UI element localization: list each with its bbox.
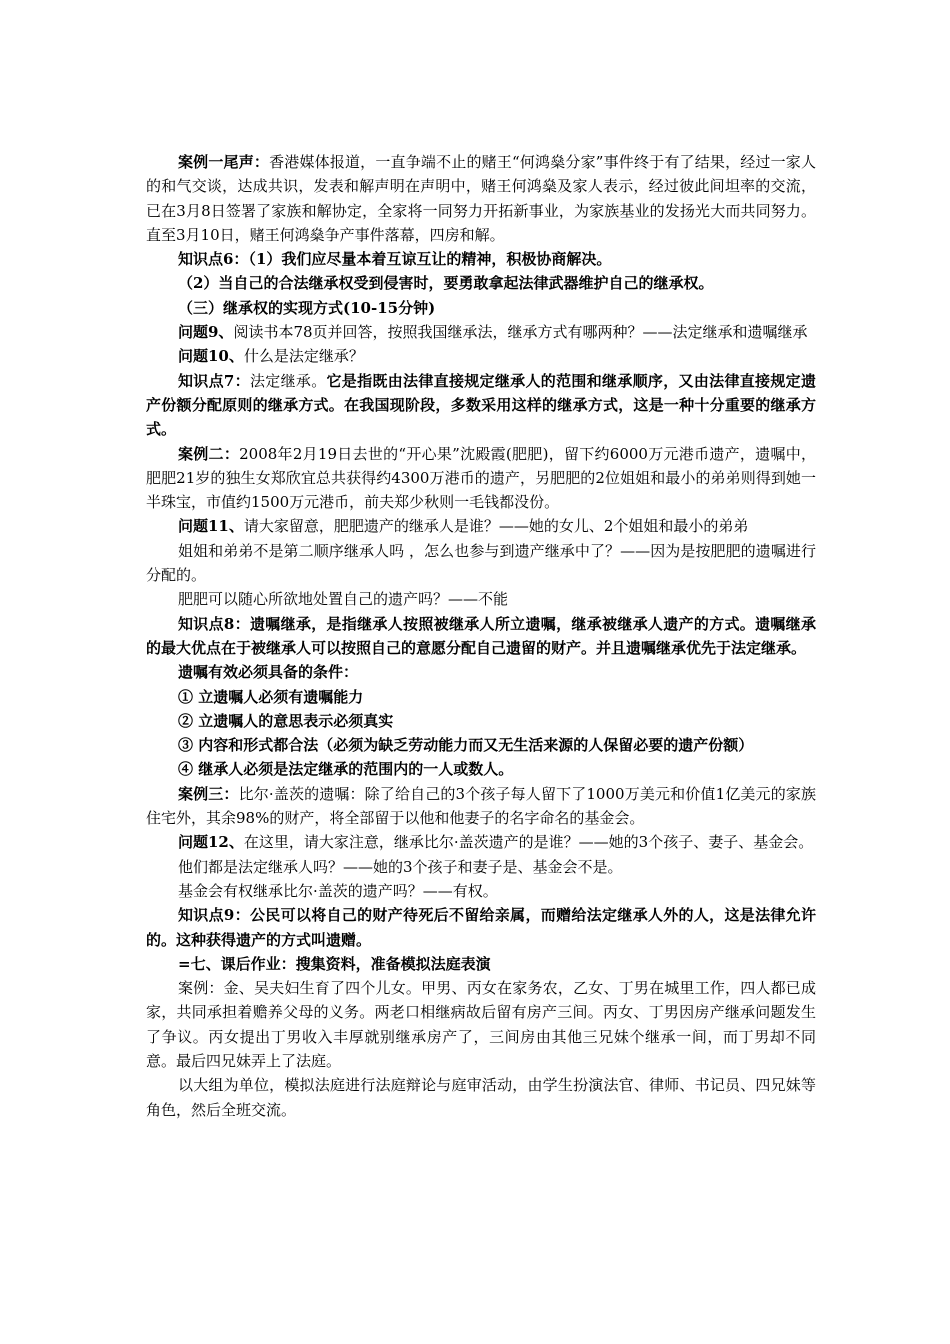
knowledge-point-8-paragraph — [146, 612, 816, 661]
knowledge-point-9-text: 公民可以将自己的财产待死后不留给亲属，而赠给法定继承人外的人，这是法律允许的。这种获得遗产的方式叫遗赠。 — [146, 906, 816, 949]
question-12-lead: 问题12、 — [178, 833, 244, 852]
question-9-lead: 问题9、 — [178, 323, 234, 342]
section-7-title: =七、课后作业：搜集资料，准备模拟法庭表演 — [178, 954, 491, 973]
will-conditions-title: 遗嘱有效必须具备的条件： — [178, 663, 359, 682]
case1-ending-text: 香港媒体报道，一直争端不止的赌王“何鸿燊分家”事件终于有了结果，经过一家人的和气交谈，达成共识，发表和解声明在声明中，赌王何鸿燊及家人表示，经过彼此间坦率的交流，已在3月8日签署了家族和解协定，全家将一同努力开拓新事业，为家族基业的发扬光大而共同努力。直至3月10日，赌王何鸿燊争产事件落幕，四房和解。 — [146, 153, 816, 244]
question-11-followup-1: 姐姐和弟弟不是第二顺序继承人吗 ，怎么也参与到遗产继承中了？——因为是按肥肥的遗嘱进行分配的。 — [146, 541, 816, 585]
question-11-text: 请大家留意，肥肥遗产的继承人是谁？——她的女儿、2个姐姐和最小的弟弟 — [243, 517, 749, 536]
question-11-paragraph — [146, 514, 816, 538]
question-12-followup-2: 基金会有权继承比尔·盖茨的遗产吗？——有权。 — [178, 881, 498, 900]
question-10-paragraph — [146, 344, 816, 368]
question-9-text: 阅读书本78页并回答，按照我国继承法，继承方式有哪两种？——法定继承和遗嘱继承 — [233, 323, 808, 342]
question-9-paragraph — [146, 320, 816, 344]
knowledge-point-7-plain: 法定继承。 — [249, 371, 327, 390]
question-10-text: 什么是法定继承？ — [243, 347, 364, 366]
question-12-paragraph — [146, 830, 816, 854]
knowledge-point-7-paragraph — [146, 369, 816, 442]
question-10-lead: 问题10、 — [178, 347, 244, 366]
knowledge-point-9-lead: 知识点9： — [178, 906, 250, 925]
will-condition-item: ④ 继承人必须是法定继承的范围内的一人或数人。 — [178, 760, 514, 779]
knowledge-point-9-paragraph — [146, 903, 816, 952]
knowledge-point-8-lead: 知识点8： — [178, 614, 250, 633]
case1-ending-lead: 案例一尾声： — [178, 153, 270, 171]
knowledge-point-6-line2: （2）当自己的合法继承权受到侵害时，要勇敢拿起法律武器维护自己的继承权。 — [178, 274, 714, 293]
homework-case-paragraph: 案例：金、吴夫妇生育了四个儿女。甲男、丙女在家务农，乙女、丁男在城里工作，四人都已成家，共同承担着赡养父母的义务。两老口相继病故后留有房产三间。丙女、丁男因房产继承问题发生了争议。丙女提出丁男收入丰厚就别继承房产了，三间房由其他三兄妹个继承一间，而丁男却不同意。最后四兄妹弄上了法庭。 — [146, 979, 816, 1070]
will-condition-item: ② 立遗嘱人的意思表示必须真实 — [178, 711, 394, 730]
case-3-text: 比尔·盖茨的遗嘱：除了给自己的3个孩子每人留下了1000万美元和价值1亿美元的家族住宅外，其余98%的财产，将全部留于以他和他妻子的名字命名的基金会。 — [146, 784, 816, 828]
case-3-lead: 案例三： — [178, 784, 239, 803]
case1-ending-paragraph — [146, 150, 816, 247]
case-2-text: 2008年2月19日去世的“开心果”沈殿霞(肥肥)，留下约6000万元港币遗产，遗嘱中，肥肥21岁的独生女郑欣宜总共获得约4300万港币的遗产，另肥肥的2位姐姐和最小的弟弟则得到她一半珠宝，市值约1500万元港币，前夫郑少秋则一毛钱都没份。 — [146, 444, 816, 512]
knowledge-point-8-text: 遗嘱继承，是指继承人按照被继承人所立遗嘱，继承被继承人遗产的方式。遗嘱继承的最大优点在于被继承人可以按照自己的意愿分配自己遗留的财产。并且遗嘱继承优先于法定继承。 — [146, 614, 816, 657]
document-page — [146, 150, 816, 1122]
case-2-paragraph — [146, 442, 816, 515]
question-12-followup-1: 他们都是法定继承人吗？——她的3个孩子和妻子是、基金会不是。 — [178, 857, 623, 876]
case-2-lead: 案例二： — [178, 444, 240, 463]
question-11-followup-2: 肥肥可以随心所欲地处置自己的遗产吗？——不能 — [178, 590, 509, 609]
knowledge-point-7-lead: 知识点7： — [178, 371, 250, 390]
will-condition-item: ① 立遗嘱人必须有遗嘱能力 — [178, 687, 364, 706]
will-condition-item: ③ 内容和形式都合法（必须为缺乏劳动能力而又无生活来源的人保留必要的遗产份额） — [178, 736, 754, 755]
section-3-title: （三）继承权的实现方式(10-15分钟) — [178, 298, 436, 317]
question-11-lead: 问题11、 — [178, 517, 244, 536]
knowledge-point-7-text: 它是指既由法律直接规定继承人的范围和继承顺序，又由法律直接规定遗产份额分配原则的继承方式。在我国现阶段，多数采用这样的继承方式，这是一种十分重要的继承方式。 — [146, 371, 816, 439]
case-3-paragraph — [146, 782, 816, 831]
knowledge-point-6-line1: 知识点6：（1）我们应尽量本着互谅互让的精神，积极协商解决。 — [178, 250, 612, 269]
homework-task-paragraph: 以大组为单位，模拟法庭进行法庭辩论与庭审活动，由学生扮演法官、律师、书记员、四兄妹等角色，然后全班交流。 — [146, 1076, 816, 1119]
question-12-text: 在这里，请大家注意，继承比尔·盖茨遗产的是谁？——她的3个孩子、妻子、基金会。 — [243, 833, 814, 852]
